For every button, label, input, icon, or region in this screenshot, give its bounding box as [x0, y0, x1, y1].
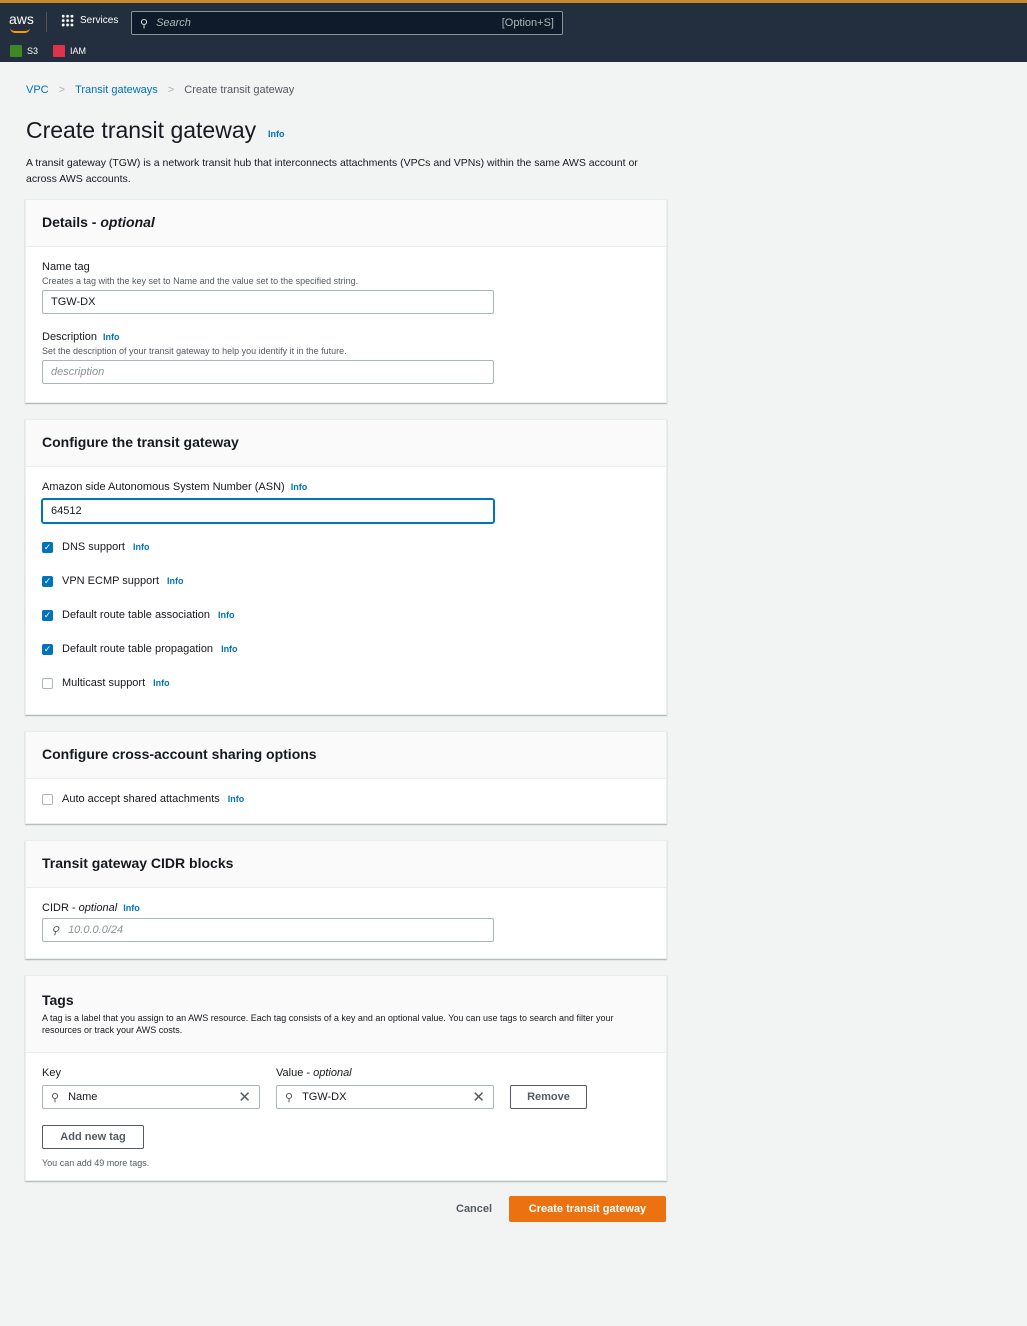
checkbox-label: Default route table propagation — [62, 643, 214, 655]
option-checkbox[interactable] — [42, 575, 650, 587]
tag-key-input[interactable] — [42, 1085, 260, 1109]
checkbox-icon[interactable] — [42, 678, 53, 689]
name-tag-input[interactable]: TGW-DX — [42, 290, 494, 314]
top-navigation — [0, 0, 1027, 62]
name-tag-description: Creates a tag with the key set to Name and the value set to the specified string. — [42, 276, 359, 286]
divider — [46, 12, 47, 32]
panel-title: Transit gateway CIDR blocks — [26, 841, 666, 888]
description-help: Set the description of your transit gateway to help you identify it in the future. — [42, 346, 347, 356]
breadcrumb-transit-gateways[interactable]: Transit gateways — [75, 84, 158, 96]
panel-title: Configure the transit gateway — [26, 420, 666, 467]
info-link[interactable]: Info — [217, 610, 235, 620]
optional-label: optional — [78, 902, 118, 914]
search-icon: ⚲ — [51, 924, 60, 937]
info-link[interactable]: Info — [221, 644, 238, 654]
services-menu[interactable] — [61, 14, 118, 27]
checkbox-icon[interactable] — [42, 794, 53, 805]
tag-value-value: TGW-DX — [302, 1091, 347, 1103]
info-link[interactable]: Info — [227, 794, 245, 804]
info-link[interactable]: Info — [103, 332, 120, 342]
cidr-label: CIDR - — [42, 902, 79, 914]
info-link[interactable]: Info — [167, 576, 184, 586]
favorite-label: IAM — [70, 46, 87, 56]
checkbox-icon[interactable]: ✓ — [43, 541, 52, 552]
checkbox-label: Multicast support — [62, 677, 146, 689]
name-tag-label: Name tag — [42, 261, 90, 273]
asn-input[interactable]: 64512 — [42, 499, 494, 523]
favorite-label: S3 — [27, 46, 39, 56]
checkbox-icon[interactable]: ✓ — [43, 643, 52, 654]
info-link[interactable]: Info — [123, 903, 140, 913]
cidr-input[interactable] — [42, 918, 494, 942]
chevron-right-icon: > — [58, 84, 66, 96]
add-new-tag-button[interactable]: Add new tag — [42, 1125, 144, 1149]
description-label: Description — [42, 331, 98, 343]
option-checkbox[interactable] — [42, 609, 650, 621]
panel-title: Tags — [42, 992, 74, 1008]
checkbox-label: Auto accept shared attachments — [62, 793, 220, 805]
asn-label: Amazon side Autonomous System Number (ASN) — [42, 481, 285, 493]
checkbox-label: DNS support — [62, 541, 125, 553]
breadcrumb — [26, 84, 294, 96]
iam-icon — [53, 45, 65, 57]
option-checkbox[interactable] — [42, 677, 650, 689]
checkbox-icon[interactable]: ✓ — [43, 575, 52, 586]
panel-header — [26, 200, 666, 247]
optional-label: optional — [100, 214, 155, 230]
clear-icon[interactable]: ✕ — [238, 1089, 251, 1106]
breadcrumb-current: Create transit gateway — [184, 84, 295, 96]
info-link[interactable]: Info — [290, 482, 308, 492]
cidr-placeholder: 10.0.0.0/24 — [68, 924, 124, 936]
breadcrumb-vpc[interactable]: VPC — [26, 84, 49, 96]
remove-tag-button[interactable]: Remove — [510, 1085, 587, 1109]
key-label: Key — [42, 1067, 61, 1079]
s3-icon — [10, 45, 22, 57]
search-icon: ⚲ — [51, 1091, 60, 1104]
favorite-s3[interactable] — [10, 45, 38, 57]
search-icon: ⚲ — [140, 17, 149, 30]
tag-value-input[interactable] — [276, 1085, 494, 1109]
favorite-iam[interactable] — [53, 45, 86, 57]
chevron-right-icon: > — [167, 84, 175, 96]
aws-logo[interactable]: aws — [9, 11, 34, 27]
panel-title: Configure cross-account sharing options — [26, 732, 666, 779]
grid-icon — [61, 14, 74, 27]
description-input[interactable]: description — [42, 360, 494, 384]
sharing-panel — [25, 731, 667, 824]
tags-description: A tag is a label that you assign to an AWS resource. Each tag consists of a key and an optional value. You can use tags to search and filter your resources or track your AWS costs. — [42, 1013, 614, 1035]
search-icon: ⚲ — [285, 1091, 294, 1104]
info-link[interactable]: Info — [153, 678, 170, 688]
configure-panel — [25, 419, 667, 715]
value-label: Value - — [276, 1067, 314, 1079]
tag-key-value: Name — [68, 1091, 98, 1103]
search-placeholder: Search — [156, 17, 191, 29]
tags-panel — [25, 975, 667, 1181]
checkbox-icon[interactable]: ✓ — [43, 609, 52, 620]
page-description: A transit gateway (TGW) is a network transit hub that interconnects attachments (VPCs and VPNs) within the same AWS account or across AWS accounts. — [26, 157, 638, 185]
cidr-panel — [25, 840, 667, 959]
option-checkbox[interactable] — [42, 643, 650, 655]
checkbox-label: Default route table association — [62, 609, 210, 621]
search-input[interactable] — [131, 11, 563, 35]
info-link[interactable]: Info — [132, 542, 150, 552]
create-transit-gateway-button[interactable]: Create transit gateway — [509, 1196, 666, 1222]
option-checkbox[interactable] — [42, 541, 650, 553]
panel-title: Details - — [42, 214, 101, 230]
page-title: Create transit gateway — [26, 117, 257, 143]
checkbox-label: VPN ECMP support — [62, 575, 160, 587]
services-label: Services — [80, 15, 119, 26]
cancel-button[interactable]: Cancel — [456, 1203, 493, 1215]
tag-limit-text: You can add 49 more tags. — [42, 1158, 150, 1168]
info-link[interactable]: Info — [268, 129, 285, 139]
search-shortcut: [Option+S] — [501, 17, 554, 29]
auto-accept-checkbox[interactable] — [42, 793, 650, 805]
details-panel — [25, 199, 667, 403]
optional-label: optional — [313, 1067, 352, 1079]
clear-icon[interactable]: ✕ — [472, 1089, 485, 1106]
